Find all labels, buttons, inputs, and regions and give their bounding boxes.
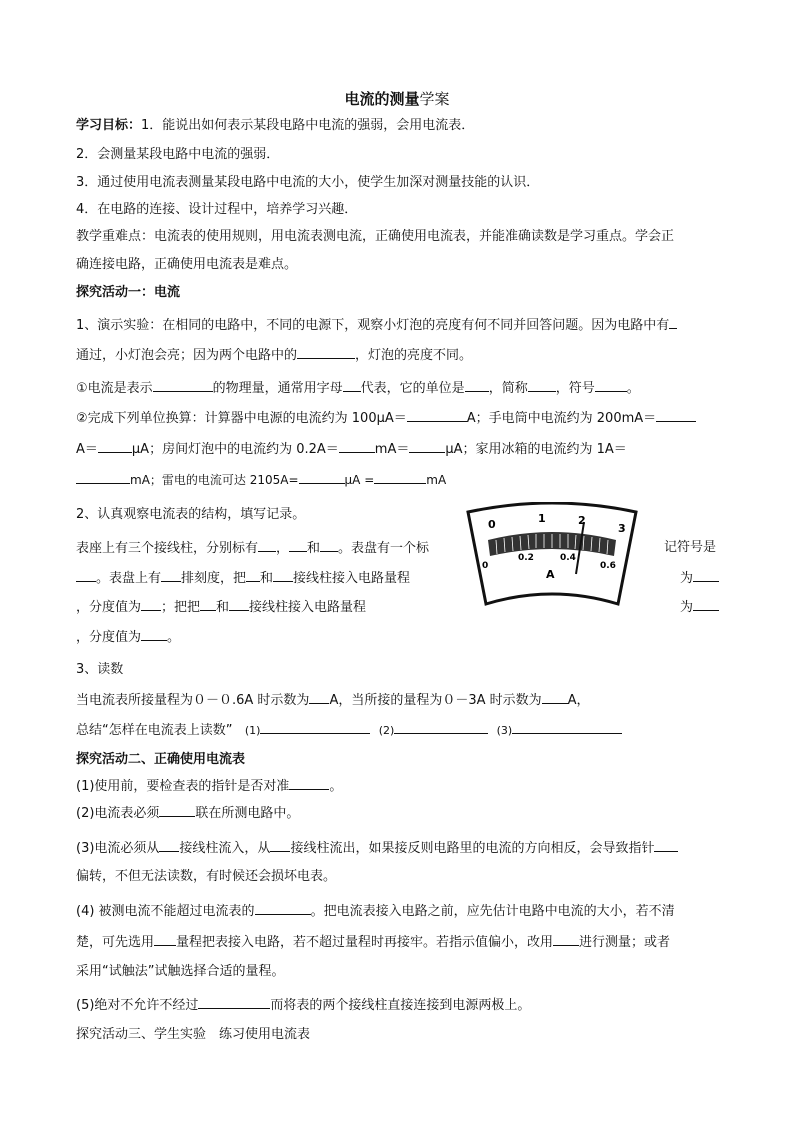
observe-line-3: ，分度值为 ；把把 和 接线柱接入电路量程 xyxy=(76,600,367,615)
reading-heading: 3、读数 xyxy=(76,662,124,677)
blank[interactable] xyxy=(98,440,132,453)
bottom-label: 0.6 xyxy=(600,561,616,571)
reading-line-1: 当电流表所接量程为０－０.6A 时示数为 A，当所接的量程为０－3A 时示数为 A， xyxy=(76,693,590,708)
unit-label: A xyxy=(546,568,555,581)
observe-line-2: 。表盘上有 排刻度，把 和 接线柱接入电路量程 xyxy=(76,569,410,588)
key-points-line-2: 确连接电路，正确使用电流表是难点。 xyxy=(76,257,298,272)
blank[interactable] xyxy=(528,379,556,392)
blank[interactable] xyxy=(76,569,96,582)
blank[interactable] xyxy=(595,379,627,392)
blank[interactable] xyxy=(246,569,260,582)
title-main: 电流的测量 xyxy=(344,90,420,108)
blank[interactable] xyxy=(669,316,677,329)
blank[interactable] xyxy=(343,379,361,392)
goal-3: 3．通过使用电流表测量某段电路中电流的大小，使学生加深对测量技能的认识． xyxy=(76,175,540,190)
observe-line-1-end: 记符号是 xyxy=(664,540,717,555)
rule-5: (5)绝对不允许不经过 而将表的两个接线柱直接连接到电源两极上。 xyxy=(76,998,531,1013)
blank[interactable] xyxy=(255,902,311,915)
top-label: 3 xyxy=(618,522,626,535)
question-1: ①电流是表示 的物理量，通常用字母 代表，它的单位是 ，简称 ，符号 。 xyxy=(76,381,640,396)
blank[interactable] xyxy=(656,409,696,422)
rule-3-line-2: 偏转，不但无法读数，有时候还会损坏电表。 xyxy=(76,869,337,884)
observe-line-3-end: 为 xyxy=(680,598,719,617)
blank[interactable] xyxy=(299,471,345,484)
activity2-heading: 探究活动二、正确使用电流表 xyxy=(76,752,246,767)
blank[interactable] xyxy=(320,539,338,552)
question-2-line-2: A＝ μA；房间灯泡中的电流约为 0.2A＝ mA＝ μA；家用冰箱的电流约为 1A＝ xyxy=(76,442,627,457)
blank[interactable] xyxy=(270,839,290,852)
blank[interactable] xyxy=(553,933,579,946)
blank[interactable] xyxy=(154,933,176,946)
activity1-line-2: 通过，小灯泡会亮；因为两个电路中的 ，灯泡的亮度不同。 xyxy=(76,348,473,363)
blank[interactable] xyxy=(309,691,329,704)
rule-3-line-1: (3)电流必须从 接线柱流入，从 接线柱流出，如果接反则电路里的电流的方向相反，会导致指针 xyxy=(76,839,678,858)
activity1-heading: 探究活动一：电流 xyxy=(76,285,181,300)
rule-4-line-2: 楚，可先选用 量程把表接入电路，若不超过量程时再接牢。若指示值偏小，改用 进行测量；或者 xyxy=(76,935,671,950)
blank[interactable] xyxy=(693,598,719,611)
key-points-line-1: 教学重难点：电流表的使用规则，用电流表测电流，正确使用电流表，并能准确读数是学习重点。学会正 xyxy=(76,229,675,244)
top-label: 1 xyxy=(538,512,546,525)
activity3-heading: 探究活动三、学生实验 练习使用电流表 xyxy=(76,1027,311,1042)
blank[interactable] xyxy=(76,471,130,484)
blank[interactable] xyxy=(465,379,489,392)
reading-line-2: 总结“怎样在电流表上读数” (1) (2) (3) xyxy=(76,721,622,740)
blank[interactable] xyxy=(159,839,179,852)
page-title xyxy=(0,88,794,109)
rule-1: (1)使用前，要检查表的指针是否对准 。 xyxy=(76,779,343,794)
goal-2: 2．会测量某段电路中电流的强弱． xyxy=(76,147,280,162)
goal-1: 学习目标：1．能说出如何表示某段电路中电流的强弱，会用电流表． xyxy=(76,118,475,133)
blank[interactable] xyxy=(198,996,270,1009)
observe-heading: 2、认真观察电流表的结构，填写记录。 xyxy=(76,507,306,522)
blank[interactable] xyxy=(289,539,307,552)
observe-line-4: ，分度值为 。 xyxy=(76,630,181,645)
blank[interactable] xyxy=(141,598,161,611)
question-2-line-1: ②完成下列单位换算：计算器中电源的电流约为 100μA＝ A；手电筒中电流约为 200mA＝ xyxy=(76,409,696,428)
blank[interactable] xyxy=(409,440,445,453)
blank[interactable] xyxy=(153,379,213,392)
blank[interactable] xyxy=(200,598,216,611)
blank[interactable] xyxy=(542,691,568,704)
observe-line-2-end: 为 xyxy=(680,569,719,588)
blank[interactable] xyxy=(161,569,181,582)
blank[interactable] xyxy=(159,804,195,817)
blank[interactable] xyxy=(141,628,167,641)
activity1-line-1: 1、演示实验：在相同的电路中，不同的电源下，观察小灯泡的亮度有何不同并回答问题。因为电路中有 xyxy=(76,316,677,335)
blank[interactable] xyxy=(258,539,276,552)
title-suffix: 学案 xyxy=(419,90,450,108)
ammeter-dial-image xyxy=(466,502,638,606)
goals-label: 学习目标： xyxy=(76,118,142,133)
rule-4-line-3: 采用“试触法”试触选择合适的量程。 xyxy=(76,964,285,979)
blank[interactable] xyxy=(273,569,293,582)
blank[interactable] xyxy=(407,409,467,422)
blank[interactable] xyxy=(512,721,622,734)
blank[interactable] xyxy=(654,839,678,852)
observe-line-1: 表座上有三个接线柱，分别标有 ， 和 。表盘有一个标 xyxy=(76,541,430,556)
blank[interactable] xyxy=(693,569,719,582)
blank[interactable] xyxy=(297,346,355,359)
blank[interactable] xyxy=(339,440,375,453)
top-label: 0 xyxy=(488,518,496,531)
blank[interactable] xyxy=(394,721,488,734)
rule-2: (2)电流表必须 联在所测电路中。 xyxy=(76,806,300,821)
blank[interactable] xyxy=(374,471,426,484)
blank[interactable] xyxy=(260,721,370,734)
bottom-label: 0.2 xyxy=(518,553,534,563)
blank[interactable] xyxy=(229,598,249,611)
blank[interactable] xyxy=(289,777,329,790)
top-label: 2 xyxy=(578,514,586,527)
goal-4: 4．在电路的连接、设计过程中，培养学习兴趣． xyxy=(76,202,358,217)
rule-4-line-1: (4) 被测电流不能超过电流表的 。把电流表接入电路之前，应先估计电路中电流的大小，若不清 xyxy=(76,904,675,919)
bottom-label: 0.4 xyxy=(560,553,576,563)
question-2-line-3: mA；雷电的电流可达 2105A= μA = mA xyxy=(76,471,446,489)
bottom-label: 0 xyxy=(482,561,489,571)
